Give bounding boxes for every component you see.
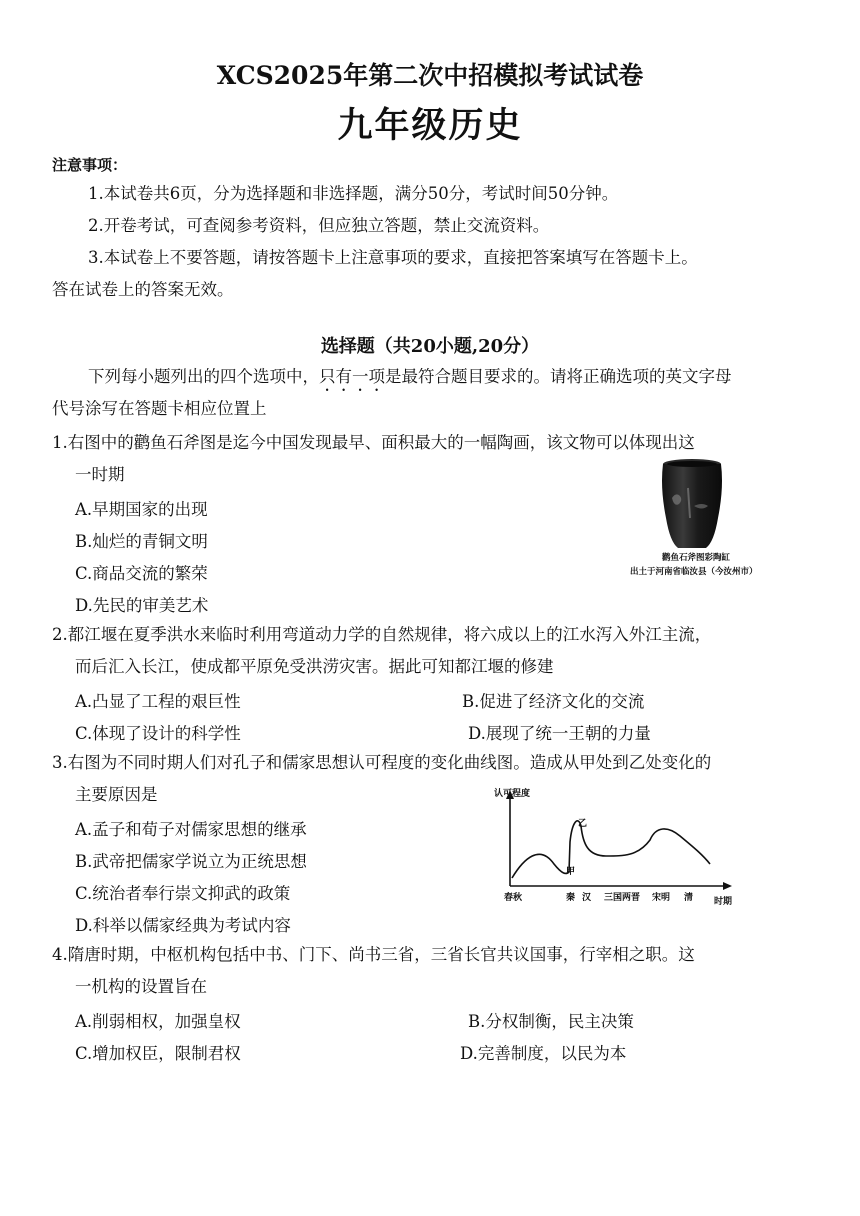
vase-caption-origin: 出土于河南省临汝县（今汝州市） [630,567,758,577]
question-2-option-c: C.体现了设计的科学性 [75,724,241,743]
instruction-emphasis: 只有一项 [319,367,385,386]
question-4-option-a: A.削弱相权，加强皇权 [75,1012,241,1031]
question-1-option-b: B.灿烂的青铜文明 [75,532,208,551]
question-4-stem: 4.隋唐时期，中枢机构包括中书、门下、尚书三省，三省长官共议国事，行宰相之职。这 [52,945,695,964]
question-1-option-d: D.先民的审美艺术 [75,596,209,615]
note-item: 答在试卷上的答案无效。 [52,280,234,299]
question-1-stem-cont: 一时期 [75,465,125,484]
question-2-stem: 2.都江堰在夏季洪水来临时利用弯道动力学的自然规律，将六成以上的江水泻入外江主流， [52,625,712,644]
question-2-option-b: B.促进了经济文化的交流 [462,692,645,711]
section-instruction-line2: 代号涂写在答题卡相应位置上 [52,399,267,418]
question-2-option-a: A.凸显了工程的艰巨性 [75,692,241,711]
y-axis-label: 认可程度 [494,789,531,799]
question-1-stem: 1.右图中的鹳鱼石斧图是迄今中国发现最早、面积最大的一幅陶画，该文物可以体现出这 [52,433,695,452]
note-item: 2.开卷考试，可查阅参考资料，但应独立答题，禁止交流资料。 [88,216,550,235]
vase-caption-title: 鹳鱼石斧图彩陶缸 [662,553,731,563]
pottery-vase-image [650,458,735,550]
question-3-option-b: B.武帝把儒家学说立为正统思想 [75,852,307,871]
x-axis-arrow [723,882,732,890]
question-3-option-d: D.科举以儒家经典为考试内容 [75,916,291,935]
mark-jia: 甲 [566,867,576,877]
question-3-option-a: A.孟子和荀子对儒家思想的继承 [75,820,307,839]
question-4-option-c: C.增加权臣，限制君权 [75,1044,241,1063]
question-1-option-a: A.早期国家的出现 [75,500,208,519]
question-2-stem-cont: 而后汇入长江，使成都平原免受洪涝灾害。据此可知都江堰的修建 [75,657,554,676]
question-4-option-b: B.分权制衡，民主决策 [468,1012,634,1031]
question-4-stem-cont: 一机构的设置旨在 [75,977,207,996]
tick-label-chunqiu: 春秋 [504,893,523,903]
tick-label-qin: 秦 [566,893,576,903]
tick-label-qing: 清 [684,893,694,903]
section-instruction [88,366,732,395]
recognition-curve [512,821,710,878]
question-3-option-c: C.统治者奉行崇文抑武的政策 [75,884,291,903]
note-item: 1.本试卷共6页，分为选择题和非选择题，满分50分，考试时间50分钟。 [88,184,619,203]
instruction-part: 是最符合题目要求的。请将正确选项的英文字母 [385,367,732,386]
x-axis-label: 时期 [714,897,733,906]
notes-heading: 注意事项： [52,156,128,174]
mark-yi: 乙 [578,819,588,829]
exam-subject: 九年级历史 [337,105,523,146]
question-4-option-d: D.完善制度，以民为本 [460,1044,627,1063]
instruction-part: 下列每小题列出的四个选项中， [88,367,319,386]
question-3-stem-cont: 主要原因是 [75,785,158,804]
section-title: 选择题（共20小题,20分） [320,336,540,357]
note-item: 3.本试卷上不要答题，请按答题卡上注意事项的要求，直接把答案填写在答题卡上。 [88,248,698,267]
question-1-option-c: C.商品交流的繁荣 [75,564,208,583]
tick-label-sanguo: 三国两晋 [604,893,641,903]
exam-title: XCS2025年第二次中招模拟考试试卷 [216,61,644,90]
tick-label-han: 汉 [582,893,592,903]
question-3-stem: 3.右图为不同时期人们对孔子和儒家思想认可程度的变化曲线图。造成从甲处到乙处变化的 [52,753,712,772]
recognition-chart [478,782,742,906]
tick-label-songming: 宋明 [652,893,671,903]
question-2-option-d: D.展现了统一王朝的力量 [468,724,651,743]
